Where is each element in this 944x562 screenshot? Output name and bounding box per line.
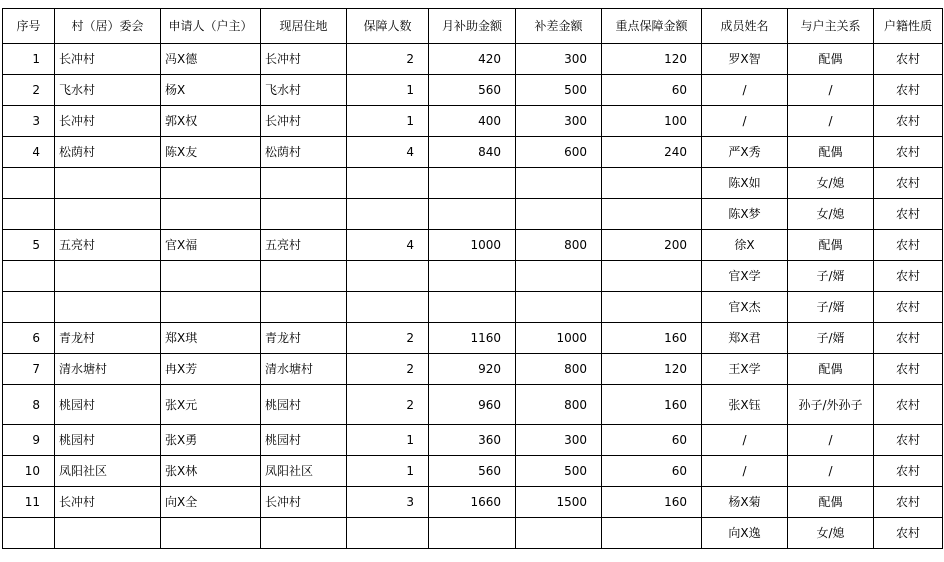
- cell-no: 6: [3, 323, 55, 354]
- cell-hukou: 农村: [874, 456, 943, 487]
- cell-no: 3: [3, 106, 55, 137]
- table-row: [3, 230, 943, 261]
- cell-applicant: [161, 168, 261, 199]
- cell-monthly: 1160: [429, 323, 516, 354]
- cell-key: 200: [602, 230, 702, 261]
- cell-no: 8: [3, 385, 55, 425]
- table-row: [3, 323, 943, 354]
- cell-count: [347, 292, 429, 323]
- cell-village: [55, 518, 161, 549]
- cell-relation: 配偶: [788, 487, 874, 518]
- cell-no: 10: [3, 456, 55, 487]
- column-header: 补差金额: [516, 9, 602, 44]
- table-row: [3, 292, 943, 323]
- table-row: [3, 106, 943, 137]
- cell-residence: 长冲村: [261, 44, 347, 75]
- cell-member: 杨X菊: [702, 487, 788, 518]
- cell-monthly: 360: [429, 425, 516, 456]
- cell-diff: 500: [516, 75, 602, 106]
- cell-hukou: 农村: [874, 385, 943, 425]
- cell-relation: /: [788, 425, 874, 456]
- cell-diff: [516, 199, 602, 230]
- cell-key: 160: [602, 323, 702, 354]
- cell-village: [55, 199, 161, 230]
- table-row: [3, 168, 943, 199]
- cell-count: 2: [347, 44, 429, 75]
- cell-count: 2: [347, 385, 429, 425]
- cell-relation: 配偶: [788, 44, 874, 75]
- cell-monthly: 560: [429, 75, 516, 106]
- cell-village: [55, 261, 161, 292]
- column-header: 现居住地: [261, 9, 347, 44]
- table-row: [3, 518, 943, 549]
- cell-relation: 女/媳: [788, 199, 874, 230]
- cell-applicant: 郑X琪: [161, 323, 261, 354]
- cell-residence: 清水塘村: [261, 354, 347, 385]
- cell-diff: 800: [516, 354, 602, 385]
- table-row: [3, 487, 943, 518]
- cell-member: /: [702, 75, 788, 106]
- cell-diff: 1000: [516, 323, 602, 354]
- cell-hukou: 农村: [874, 137, 943, 168]
- cell-residence: 长冲村: [261, 106, 347, 137]
- subsidy-table: [2, 8, 943, 549]
- cell-diff: 300: [516, 425, 602, 456]
- cell-hukou: 农村: [874, 230, 943, 261]
- cell-member: /: [702, 456, 788, 487]
- cell-monthly: 960: [429, 385, 516, 425]
- cell-member: 徐X: [702, 230, 788, 261]
- cell-member: 张X钰: [702, 385, 788, 425]
- cell-no: [3, 261, 55, 292]
- table-row: [3, 199, 943, 230]
- cell-applicant: [161, 292, 261, 323]
- table-body: [3, 44, 943, 549]
- column-header: 户籍性质: [874, 9, 943, 44]
- cell-key: 60: [602, 75, 702, 106]
- cell-applicant: 冯X德: [161, 44, 261, 75]
- cell-key: [602, 292, 702, 323]
- cell-village: 松荫村: [55, 137, 161, 168]
- cell-residence: [261, 261, 347, 292]
- cell-village: [55, 292, 161, 323]
- column-header: 月补助金额: [429, 9, 516, 44]
- cell-applicant: 张X林: [161, 456, 261, 487]
- cell-no: [3, 168, 55, 199]
- cell-relation: /: [788, 106, 874, 137]
- header-row: [3, 9, 943, 44]
- cell-diff: [516, 292, 602, 323]
- table-row: [3, 137, 943, 168]
- cell-hukou: 农村: [874, 323, 943, 354]
- cell-no: 5: [3, 230, 55, 261]
- cell-diff: [516, 261, 602, 292]
- cell-no: 4: [3, 137, 55, 168]
- cell-village: 清水塘村: [55, 354, 161, 385]
- cell-key: 100: [602, 106, 702, 137]
- cell-member: 王X学: [702, 354, 788, 385]
- cell-residence: 松荫村: [261, 137, 347, 168]
- cell-village: 桃园村: [55, 385, 161, 425]
- cell-residence: 飞水村: [261, 75, 347, 106]
- cell-key: 120: [602, 44, 702, 75]
- table-row: [3, 385, 943, 425]
- table-row: [3, 261, 943, 292]
- cell-relation: 配偶: [788, 137, 874, 168]
- cell-key: [602, 168, 702, 199]
- cell-no: [3, 518, 55, 549]
- cell-diff: 300: [516, 106, 602, 137]
- cell-hukou: 农村: [874, 425, 943, 456]
- cell-member: 陈X梦: [702, 199, 788, 230]
- cell-member: 严X秀: [702, 137, 788, 168]
- cell-no: 9: [3, 425, 55, 456]
- cell-key: 60: [602, 425, 702, 456]
- cell-monthly: [429, 518, 516, 549]
- cell-village: 凤阳社区: [55, 456, 161, 487]
- cell-relation: 孙子/外孙子: [788, 385, 874, 425]
- cell-key: [602, 199, 702, 230]
- table-header: [3, 9, 943, 44]
- cell-monthly: 1660: [429, 487, 516, 518]
- cell-applicant: 向X全: [161, 487, 261, 518]
- cell-no: [3, 199, 55, 230]
- cell-village: 飞水村: [55, 75, 161, 106]
- cell-count: 1: [347, 106, 429, 137]
- cell-hukou: 农村: [874, 75, 943, 106]
- cell-monthly: 920: [429, 354, 516, 385]
- cell-applicant: 冉X芳: [161, 354, 261, 385]
- column-header: 申请人（户主）: [161, 9, 261, 44]
- cell-relation: 子/婿: [788, 323, 874, 354]
- cell-monthly: [429, 261, 516, 292]
- column-header: 村（居）委会: [55, 9, 161, 44]
- cell-applicant: 杨X: [161, 75, 261, 106]
- table-row: [3, 75, 943, 106]
- cell-member: /: [702, 106, 788, 137]
- cell-count: [347, 199, 429, 230]
- cell-applicant: 陈X友: [161, 137, 261, 168]
- cell-hukou: 农村: [874, 518, 943, 549]
- cell-applicant: [161, 518, 261, 549]
- cell-monthly: 840: [429, 137, 516, 168]
- cell-key: 160: [602, 385, 702, 425]
- cell-count: [347, 168, 429, 199]
- cell-count: [347, 261, 429, 292]
- cell-key: 120: [602, 354, 702, 385]
- cell-key: 240: [602, 137, 702, 168]
- cell-count: 3: [347, 487, 429, 518]
- cell-village: 长冲村: [55, 44, 161, 75]
- cell-no: 11: [3, 487, 55, 518]
- cell-monthly: [429, 292, 516, 323]
- cell-village: [55, 168, 161, 199]
- cell-diff: 600: [516, 137, 602, 168]
- cell-monthly: 400: [429, 106, 516, 137]
- cell-applicant: [161, 261, 261, 292]
- cell-applicant: 张X勇: [161, 425, 261, 456]
- cell-village: 桃园村: [55, 425, 161, 456]
- cell-village: 长冲村: [55, 106, 161, 137]
- cell-residence: 长冲村: [261, 487, 347, 518]
- cell-hukou: 农村: [874, 487, 943, 518]
- cell-diff: 500: [516, 456, 602, 487]
- table-row: [3, 425, 943, 456]
- cell-no: [3, 292, 55, 323]
- cell-member: 官X学: [702, 261, 788, 292]
- cell-key: 160: [602, 487, 702, 518]
- cell-count: 1: [347, 75, 429, 106]
- cell-monthly: 420: [429, 44, 516, 75]
- cell-count: 1: [347, 456, 429, 487]
- column-header: 保障人数: [347, 9, 429, 44]
- cell-village: 青龙村: [55, 323, 161, 354]
- cell-applicant: 张X元: [161, 385, 261, 425]
- cell-monthly: 560: [429, 456, 516, 487]
- cell-relation: 配偶: [788, 230, 874, 261]
- cell-relation: 子/婿: [788, 261, 874, 292]
- column-header: 与户主关系: [788, 9, 874, 44]
- cell-residence: 桃园村: [261, 425, 347, 456]
- cell-count: 4: [347, 230, 429, 261]
- cell-applicant: 官X福: [161, 230, 261, 261]
- table-row: [3, 44, 943, 75]
- cell-applicant: [161, 199, 261, 230]
- cell-key: [602, 261, 702, 292]
- table-row: [3, 456, 943, 487]
- cell-monthly: 1000: [429, 230, 516, 261]
- cell-village: 五亮村: [55, 230, 161, 261]
- cell-residence: [261, 292, 347, 323]
- cell-member: 罗X智: [702, 44, 788, 75]
- cell-residence: [261, 518, 347, 549]
- cell-count: [347, 518, 429, 549]
- cell-key: [602, 518, 702, 549]
- cell-count: 2: [347, 323, 429, 354]
- cell-monthly: [429, 168, 516, 199]
- cell-applicant: 郭X权: [161, 106, 261, 137]
- cell-diff: 300: [516, 44, 602, 75]
- cell-no: 1: [3, 44, 55, 75]
- cell-count: 1: [347, 425, 429, 456]
- cell-member: /: [702, 425, 788, 456]
- cell-relation: 女/媳: [788, 168, 874, 199]
- cell-monthly: [429, 199, 516, 230]
- column-header: 序号: [3, 9, 55, 44]
- cell-count: 4: [347, 137, 429, 168]
- cell-relation: 配偶: [788, 354, 874, 385]
- cell-member: 郑X君: [702, 323, 788, 354]
- cell-diff: [516, 518, 602, 549]
- cell-no: 7: [3, 354, 55, 385]
- cell-village: 长冲村: [55, 487, 161, 518]
- cell-hukou: 农村: [874, 292, 943, 323]
- cell-relation: 子/婿: [788, 292, 874, 323]
- cell-residence: 青龙村: [261, 323, 347, 354]
- cell-key: 60: [602, 456, 702, 487]
- cell-member: 官X杰: [702, 292, 788, 323]
- cell-no: 2: [3, 75, 55, 106]
- cell-hukou: 农村: [874, 199, 943, 230]
- column-header: 重点保障金额: [602, 9, 702, 44]
- cell-residence: 桃园村: [261, 385, 347, 425]
- cell-member: 陈X如: [702, 168, 788, 199]
- cell-relation: 女/媳: [788, 518, 874, 549]
- cell-relation: /: [788, 75, 874, 106]
- cell-diff: [516, 168, 602, 199]
- cell-count: 2: [347, 354, 429, 385]
- cell-relation: /: [788, 456, 874, 487]
- cell-hukou: 农村: [874, 354, 943, 385]
- cell-diff: 800: [516, 385, 602, 425]
- cell-hukou: 农村: [874, 168, 943, 199]
- cell-residence: [261, 168, 347, 199]
- cell-hukou: 农村: [874, 44, 943, 75]
- cell-hukou: 农村: [874, 106, 943, 137]
- table-row: [3, 354, 943, 385]
- cell-diff: 800: [516, 230, 602, 261]
- cell-hukou: 农村: [874, 261, 943, 292]
- cell-member: 向X逸: [702, 518, 788, 549]
- cell-diff: 1500: [516, 487, 602, 518]
- cell-residence: 五亮村: [261, 230, 347, 261]
- column-header: 成员姓名: [702, 9, 788, 44]
- cell-residence: 凤阳社区: [261, 456, 347, 487]
- cell-residence: [261, 199, 347, 230]
